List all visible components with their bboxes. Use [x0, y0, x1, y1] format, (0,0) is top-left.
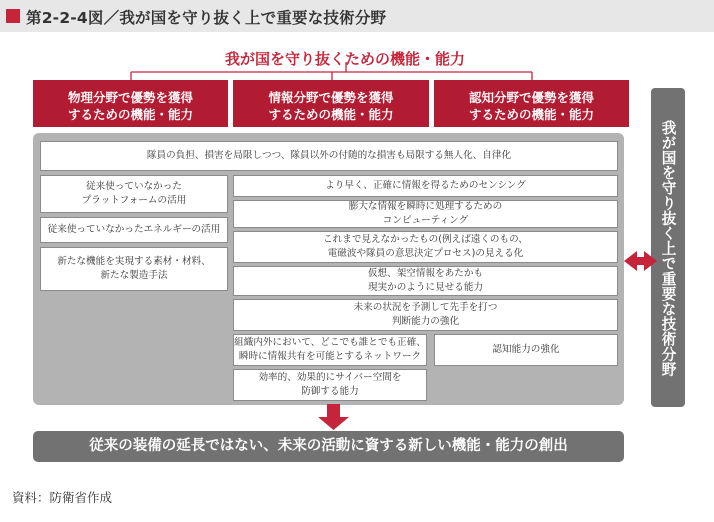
figure-title: 第2-2-4図／我が国を守り抜く上で重要な技術分野: [26, 9, 387, 27]
source-note: 資料：防衛省作成: [12, 490, 113, 505]
network-line2: 瞬時に情報共有を可能とするネットワーク: [238, 351, 422, 362]
new-platform-line1: 従来使っていなかった: [86, 180, 182, 192]
main-title: 我が国を守り抜くための機能・能力: [224, 50, 465, 68]
physical-domain-line2: するための機能・能力: [67, 107, 193, 122]
information-domain-line1: 情報分野で優勢を獲得: [268, 90, 394, 105]
computing-line2: コンピューティング: [382, 215, 469, 226]
cognitive-domain-line1: 認知分野で優勢を獲得: [468, 90, 594, 105]
prediction-judgment-line1: 未来の状況を予測して先手を打つ: [353, 301, 498, 313]
new-materials-line1: 新たな機能を実現する素材・材料、: [57, 255, 211, 267]
prediction-judgment-line2: 判断能力の強化: [391, 316, 460, 327]
new-energy-line1: 従来使っていなかったエネルギーの活用: [47, 223, 221, 235]
cognitive-domain-line2: するための機能・能力: [468, 107, 594, 122]
information-domain-line2: するための機能・能力: [268, 107, 394, 122]
network-line1: 組織内外において、どこでも誰とでも正確、: [234, 336, 426, 348]
visualization-line1: これまで見えなかったもの(例えば遠くのもの、: [323, 233, 528, 245]
cognitive-ability-text: 認知能力の強化: [492, 343, 560, 355]
visualization-line2: 電磁波や隊員の意思決定プロセス)の見える化: [327, 248, 524, 259]
sensing-line1: より早く、正確に情報を得るためのセンシング: [325, 179, 526, 191]
double-arrow-icon: [624, 251, 657, 271]
vertical-label-text: 我が国を守り抜く上で重要な技術分野: [659, 119, 677, 377]
down-arrow-icon: [318, 404, 349, 430]
physical-domain-line1: 物理分野で優勢を獲得: [67, 90, 193, 105]
virtual-information-line1: 仮想、架空情報をあたかも: [367, 267, 484, 279]
unmanned-autonomy-text: 隊員の負担、損害を局限しつつ、隊員以外の付随的な損害も局限する無人化、自律化: [146, 149, 512, 161]
bottom-banner: 従来の装備の延長ではない、未来の活動に資する新しい機能・能力の創出: [33, 431, 624, 462]
virtual-information-line2: 現実かのように見せる能力: [367, 282, 484, 293]
new-materials-line2: 新たな製造手法: [100, 270, 168, 281]
cyber-defense-line2: 防御する能力: [301, 386, 359, 397]
new-platform-line2: プラットフォームの活用: [81, 195, 187, 206]
cyber-defense-line1: 効率的、効果的にサイバー空間を: [258, 371, 402, 383]
computing-line1: 膨大な情報を瞬時に処理するための: [348, 200, 503, 212]
